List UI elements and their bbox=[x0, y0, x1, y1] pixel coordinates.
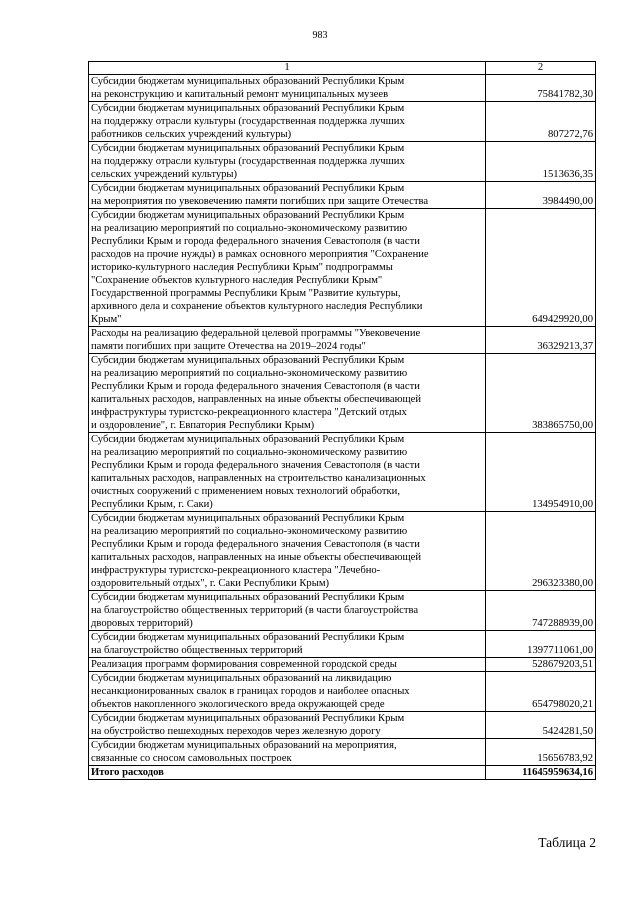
row-amount: 383865750,00 bbox=[486, 354, 596, 433]
table-row bbox=[89, 182, 596, 209]
expenses-table bbox=[88, 61, 596, 780]
column-header-description: 1 bbox=[89, 62, 486, 75]
row-description: Субсидии бюджетам муниципальных образований Республики Крым на реализацию мероприятий по социально-экономическому развитию Республики Крым и города федерального значения Севастополя (в части расходов на прочие нужды) в рамках основного мероприятия "Сохранение историко-культурного наследия Республики Крым" подпрограммы "Сохранение объектов культурного наследия Республики Крым" Государственной программы Республики Крым "Развитие культуры, архивного дела и сохранение объектов культурного наследия Республики Крым" bbox=[89, 209, 486, 327]
row-amount: 1397711061,00 bbox=[486, 631, 596, 658]
page-number: 983 bbox=[312, 30, 328, 41]
table-row bbox=[89, 658, 596, 672]
total-amount: 11645959634,16 bbox=[486, 766, 596, 780]
row-amount: 5424281,50 bbox=[486, 712, 596, 739]
table-body bbox=[89, 75, 596, 780]
row-amount: 807272,76 bbox=[486, 102, 596, 142]
row-amount: 654798020,21 bbox=[486, 672, 596, 712]
table-row bbox=[89, 591, 596, 631]
column-header-amount: 2 bbox=[486, 62, 596, 75]
table-row bbox=[89, 433, 596, 512]
table-caption: Таблица 2 bbox=[538, 835, 596, 850]
row-description: Субсидии бюджетам муниципальных образований Республики Крым на реализацию мероприятий по социально-экономическому развитию Республики Крым и города федерального значения Севастополя (в части капитальных расходов, направленных на иные объекты обеспечивающей инфраструктуры туристско-рекреационного кластера "Детский отдых и оздоровление", г. Евпатория Республики Крым) bbox=[89, 354, 486, 433]
row-description: Субсидии бюджетам муниципальных образований Республики Крым на поддержку отрасли культуры (государственная поддержка лучших работников сельских учреждений культуры) bbox=[89, 102, 486, 142]
row-description: Реализация программ формирования современной городской среды bbox=[89, 658, 486, 672]
row-description: Субсидии бюджетам муниципальных образований на ликвидацию несанкционированных свалок в границах городов и наиболее опасных объектов накопленного экологического вреда окружающей среде bbox=[89, 672, 486, 712]
row-amount: 75841782,30 bbox=[486, 75, 596, 102]
row-description: Субсидии бюджетам муниципальных образований Республики Крым на реализацию мероприятий по социально-экономическому развитию Республики Крым и города федерального значения Севастополя (в части капитальных расходов, направленных на строительство канализационных очистных сооружений с применением новых технологий обработки, Республики Крым, г. Саки) bbox=[89, 433, 486, 512]
row-description: Субсидии бюджетам муниципальных образований Республики Крым на реализацию мероприятий по социально-экономическому развитию Республики Крым и города федерального значения Севастополя (в части капитальных расходов, направленных на иные объекты обеспечивающей инфраструктуры туристско-рекреационного кластера "Лечебно- оздоровительный отдых", г. Саки Республики Крым) bbox=[89, 512, 486, 591]
row-amount: 36329213,37 bbox=[486, 327, 596, 354]
table-row bbox=[89, 631, 596, 658]
table-row bbox=[89, 209, 596, 327]
total-label: Итого расходов bbox=[89, 766, 486, 780]
table-row bbox=[89, 712, 596, 739]
table-row bbox=[89, 672, 596, 712]
row-amount: 15656783,92 bbox=[486, 739, 596, 766]
row-amount: 1513636,35 bbox=[486, 142, 596, 182]
row-description: Расходы на реализацию федеральной целевой программы "Увековечение памяти погибших при защите Отечества на 2019–2024 годы" bbox=[89, 327, 486, 354]
table-row bbox=[89, 142, 596, 182]
row-description: Субсидии бюджетам муниципальных образований Республики Крым на благоустройство общественных территорий (в части благоустройства дворовых территорий) bbox=[89, 591, 486, 631]
table-header-row bbox=[89, 62, 596, 75]
table-row bbox=[89, 327, 596, 354]
row-amount: 134954910,00 bbox=[486, 433, 596, 512]
row-description: Субсидии бюджетам муниципальных образований Республики Крым на обустройство пешеходных переходов через железную дорогу bbox=[89, 712, 486, 739]
row-amount: 649429920,00 bbox=[486, 209, 596, 327]
row-description: Субсидии бюджетам муниципальных образований Республики Крым на реконструкцию и капитальный ремонт муниципальных музеев bbox=[89, 75, 486, 102]
table-row bbox=[89, 75, 596, 102]
table-row bbox=[89, 354, 596, 433]
row-description: Субсидии бюджетам муниципальных образований на мероприятия, связанные со сносом самовольных построек bbox=[89, 739, 486, 766]
row-amount: 3984490,00 bbox=[486, 182, 596, 209]
row-description: Субсидии бюджетам муниципальных образований Республики Крым на благоустройство общественных территорий bbox=[89, 631, 486, 658]
row-description: Субсидии бюджетам муниципальных образований Республики Крым на поддержку отрасли культуры (государственная поддержка лучших сельских учреждений культуры) bbox=[89, 142, 486, 182]
row-description: Субсидии бюджетам муниципальных образований Республики Крым на мероприятия по увековечению памяти погибших при защите Отечества bbox=[89, 182, 486, 209]
table-row bbox=[89, 512, 596, 591]
row-amount: 528679203,51 bbox=[486, 658, 596, 672]
row-amount: 747288939,00 bbox=[486, 591, 596, 631]
row-amount: 296323380,00 bbox=[486, 512, 596, 591]
table-row bbox=[89, 102, 596, 142]
total-row bbox=[89, 766, 596, 780]
table-row bbox=[89, 739, 596, 766]
